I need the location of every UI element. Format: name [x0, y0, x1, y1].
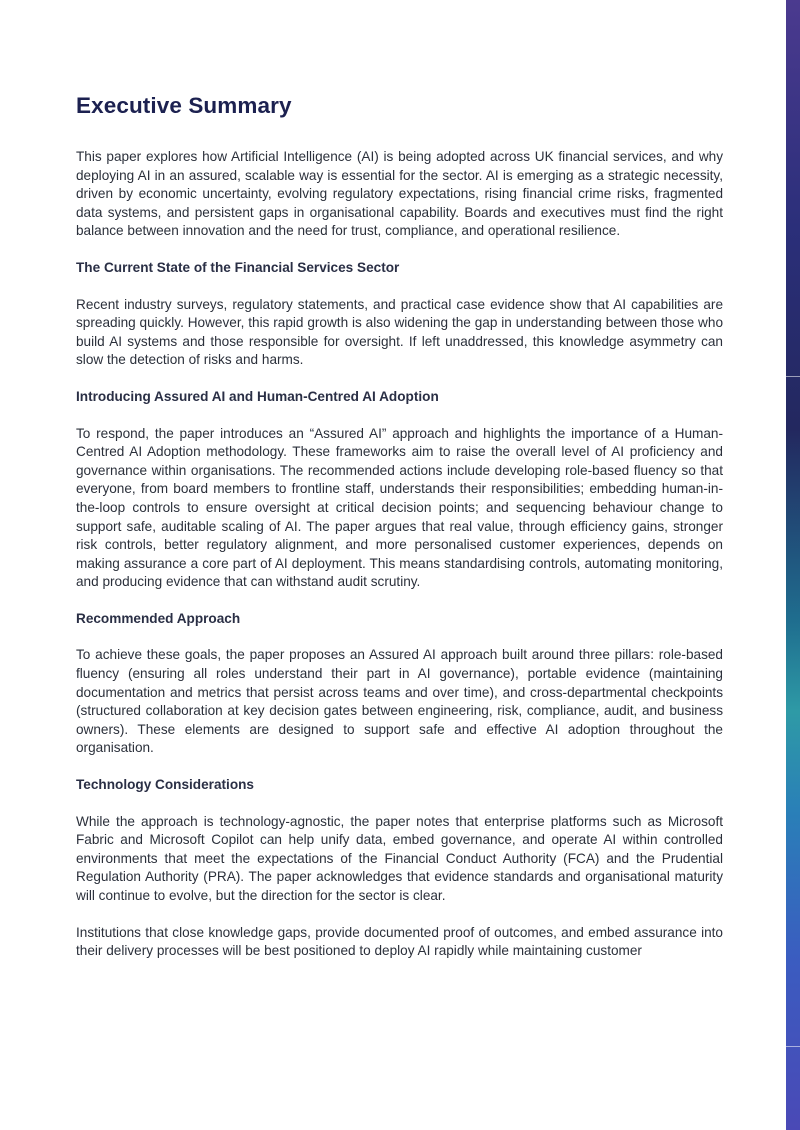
page-title: Executive Summary — [76, 93, 292, 118]
section-body: While the approach is technology-agnostic, the paper notes that enterprise platforms such as Microsoft Fabric and Microsoft Copilot can help unify data, embed governance, and operate AI within controlled environments that meet the expectations of the Financial Conduct Authority (FCA) and the Prudential Regulation Authority (PRA). The paper acknowledges that evidence standards and organisational maturity will continue to evolve, but the direction for the sector is clear. — [76, 813, 723, 903]
section-body: To respond, the paper introduces an “Assured AI” approach and highlights the importance of a Human-Centred AI Adoption methodology. These frameworks aim to raise the overall level of AI proficiency and governance within organisations. The recommended actions include developing role-based fluency so that everyone, from board members to frontline staff, understands their responsibilities; embedding human-in-the-loop controls to ensure oversight at critical decision points; and sequencing behaviour change to support safe, auditable scaling of AI. The paper argues that real value, through efficiency gains, stronger risk controls, better regulatory alignment, and more personalised customer experiences, depends on making assurance a core part of AI deployment. This means standardising controls, automating monitoring, and producing evidence that can withstand audit scrutiny. — [76, 425, 723, 590]
section-body: To achieve these goals, the paper proposes an Assured AI approach built around three pillars: role-based fluency (ensuring all roles understand their part in AI governance), portable evidence (maintaining documentation and metrics that persist across teams and over time), and cross-departmental checkpoints (structured collaboration at key decision gates between engineering, risk, compliance, audit, and business owners). These elements are designed to support safe and effective AI adoption throughout the organisation. — [76, 647, 723, 756]
section-heading: Introducing Assured AI and Human-Centred AI Adoption — [76, 388, 439, 404]
band-accent-line — [786, 1046, 800, 1047]
decorative-side-band — [786, 0, 800, 1130]
intro-paragraph: This paper explores how Artificial Intelligence (AI) is being adopted across UK financial services, and why deploying AI in an assured, scalable way is essential for the sector. AI is emerging as a strategic necessity, driven by economic uncertainty, evolving regulatory expectations, rising financial crime risks, fragmented data systems, and persistent gaps in organisational capability. Boards and executives must find the right balance between innovation and the need for trust, compliance, and operational resilience. — [76, 149, 723, 239]
section-heading: Technology Considerations — [76, 777, 254, 793]
band-accent-line — [786, 376, 800, 377]
closing-paragraph: Institutions that close knowledge gaps, provide documented proof of outcomes, and embed assurance into their delivery processes will be best positioned to deploy AI rapidly while maintaining customer — [76, 924, 723, 959]
section-heading: Recommended Approach — [76, 610, 241, 626]
document-content — [76, 92, 723, 961]
section-heading: The Current State of the Financial Services Sector — [76, 259, 400, 275]
section-body: Recent industry surveys, regulatory statements, and practical case evidence show that AI capabilities are spreading quickly. However, this rapid growth is also widening the gap in understanding between those who build AI systems and those responsible for oversight. If left unaddressed, this knowledge asymmetry can slow the detection of risks and harms. — [76, 296, 723, 368]
